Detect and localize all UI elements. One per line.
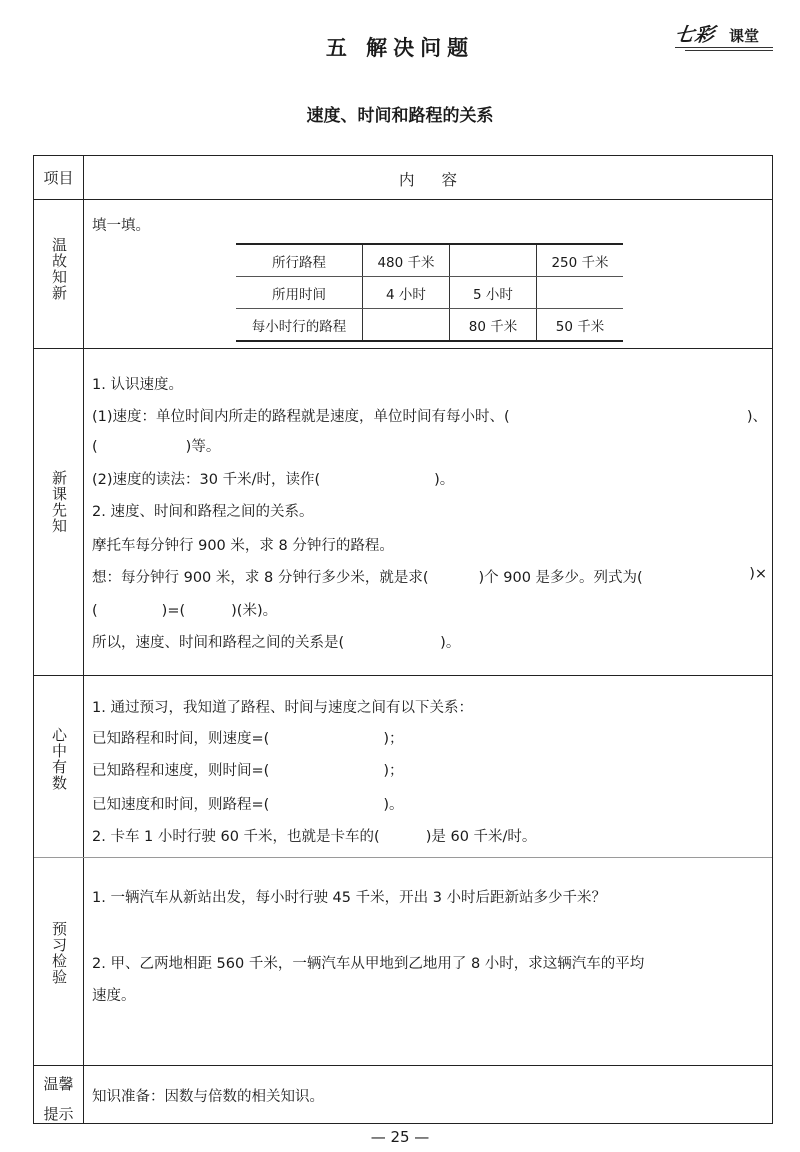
new-lesson-line [92, 468, 454, 489]
logo-rule-2 [685, 50, 773, 51]
tip-text: 知识准备：因数与倍数的相关知识。 [92, 1089, 324, 1105]
preview-question-1: 1. 一辆汽车从新站出发，每小时行驶 45 千米，开出 3 小时后距新站多少千米？ [92, 890, 607, 906]
blank-close: )等。 [185, 439, 221, 455]
blank-open: ( [92, 439, 98, 455]
blank-close: )。 [383, 797, 404, 813]
review-cell: 所行路程 [236, 244, 363, 277]
relation-time: 已知路程和速度，则时间=( [92, 763, 270, 779]
reasoning-text: 想：每分钟行 900 米，求 8 分钟行多少米，就是求( [92, 570, 429, 586]
review-cell: 所用时间 [236, 277, 363, 309]
review-cell-blank[interactable] [450, 244, 537, 277]
new-lesson-label: 新课先知 [50, 470, 68, 534]
equals-open: )=( [161, 603, 186, 619]
row-divider [34, 857, 772, 858]
speed-definition: (1)速度：单位时间内所走的路程就是速度，单位时间有每小时、( [92, 409, 510, 425]
relation-text: 所以，速度、时间和路程之间的关系是( [92, 635, 345, 651]
new-lesson-label-cell [34, 348, 83, 675]
new-lesson-line: 摩托车每分钟行 900 米，求 8 分钟行的路程。 [92, 538, 394, 554]
truck-question: 2. 卡车 1 小时行驶 60 千米，也就是卡车的( [92, 829, 380, 845]
new-lesson-line [92, 435, 220, 456]
multiply-sign: )× [749, 566, 767, 582]
review-cell: 480 千米 [363, 244, 450, 277]
in-mind-label: 心中有数 [50, 727, 68, 791]
new-lesson-line: 2. 速度、时间和路程之间的关系。 [92, 504, 314, 520]
new-lesson-line [92, 631, 460, 652]
new-lesson-line: 1. 认识速度。 [92, 377, 183, 393]
review-table [236, 243, 623, 342]
worksheet-table [33, 155, 773, 1124]
tip-label-line1: 温馨 [43, 1075, 74, 1093]
new-lesson-line [92, 566, 767, 587]
in-mind-line [92, 825, 536, 846]
logo-brand: 七彩 [673, 24, 717, 46]
review-cell: 250 千米 [537, 244, 624, 277]
blank-open: ( [92, 603, 98, 619]
publisher-logo [675, 20, 773, 50]
page-number: — 25 — [370, 1128, 430, 1146]
chapter-title: 五 解决问题 [325, 36, 475, 60]
review-label-cell [34, 199, 83, 348]
preview-label-cell [34, 857, 83, 1065]
in-mind-label-cell [34, 675, 83, 857]
blank-close: )； [383, 731, 404, 747]
review-row-time [236, 277, 623, 309]
row-divider [34, 1065, 772, 1066]
review-row-distance [236, 244, 623, 277]
review-prompt: 填一填。 [92, 218, 150, 234]
in-mind-line [92, 727, 403, 748]
preview-question-2-cont: 速度。 [92, 988, 136, 1004]
review-cell: 80 千米 [450, 309, 537, 342]
review-label: 温故知新 [50, 237, 68, 301]
tip-label-line2: 提示 [43, 1105, 74, 1123]
row-divider [34, 675, 772, 676]
in-mind-line [92, 793, 403, 814]
unit-meter: )(米)。 [231, 603, 278, 619]
preview-label: 预习检验 [50, 921, 68, 985]
blank-close: )。 [440, 635, 461, 651]
blank-close: )、 [746, 409, 767, 425]
header-content: 内 容 [399, 171, 457, 189]
blank-close: )； [383, 763, 404, 779]
review-row-speed [236, 309, 623, 342]
review-cell: 5 小时 [450, 277, 537, 309]
relation-distance: 已知速度和时间，则路程=( [92, 797, 270, 813]
logo-sub: 课堂 [729, 27, 760, 45]
row-divider [34, 199, 772, 200]
tip-label-cell [34, 1069, 83, 1129]
column-divider [83, 156, 84, 1123]
header-item: 项目 [43, 169, 74, 187]
review-cell: 50 千米 [537, 309, 624, 342]
logo-rule [675, 47, 773, 48]
review-cell-blank[interactable] [363, 309, 450, 342]
section-title: 速度、时间和路程的关系 [306, 106, 494, 126]
reasoning-mid: )个 900 是多少。列式为( [478, 570, 643, 586]
in-mind-line [92, 759, 403, 780]
truck-question-end: )是 60 千米/时。 [425, 829, 537, 845]
review-cell: 4 小时 [363, 277, 450, 309]
relation-speed: 已知路程和时间，则速度=( [92, 731, 270, 747]
preview-question-2: 2. 甲、乙两地相距 560 千米，一辆汽车从甲地到乙地用了 8 小时，求这辆汽车的平均 [92, 956, 645, 972]
in-mind-line: 1. 通过预习，我知道了路程、时间与速度之间有以下关系： [92, 700, 473, 716]
row-divider [34, 348, 772, 349]
new-lesson-line [92, 405, 767, 426]
blank-close: )。 [434, 472, 455, 488]
new-lesson-line [92, 599, 277, 620]
review-cell: 每小时行的路程 [236, 309, 363, 342]
speed-reading: (2)速度的读法：30 千米/时，读作( [92, 472, 321, 488]
review-cell-blank[interactable] [537, 277, 624, 309]
